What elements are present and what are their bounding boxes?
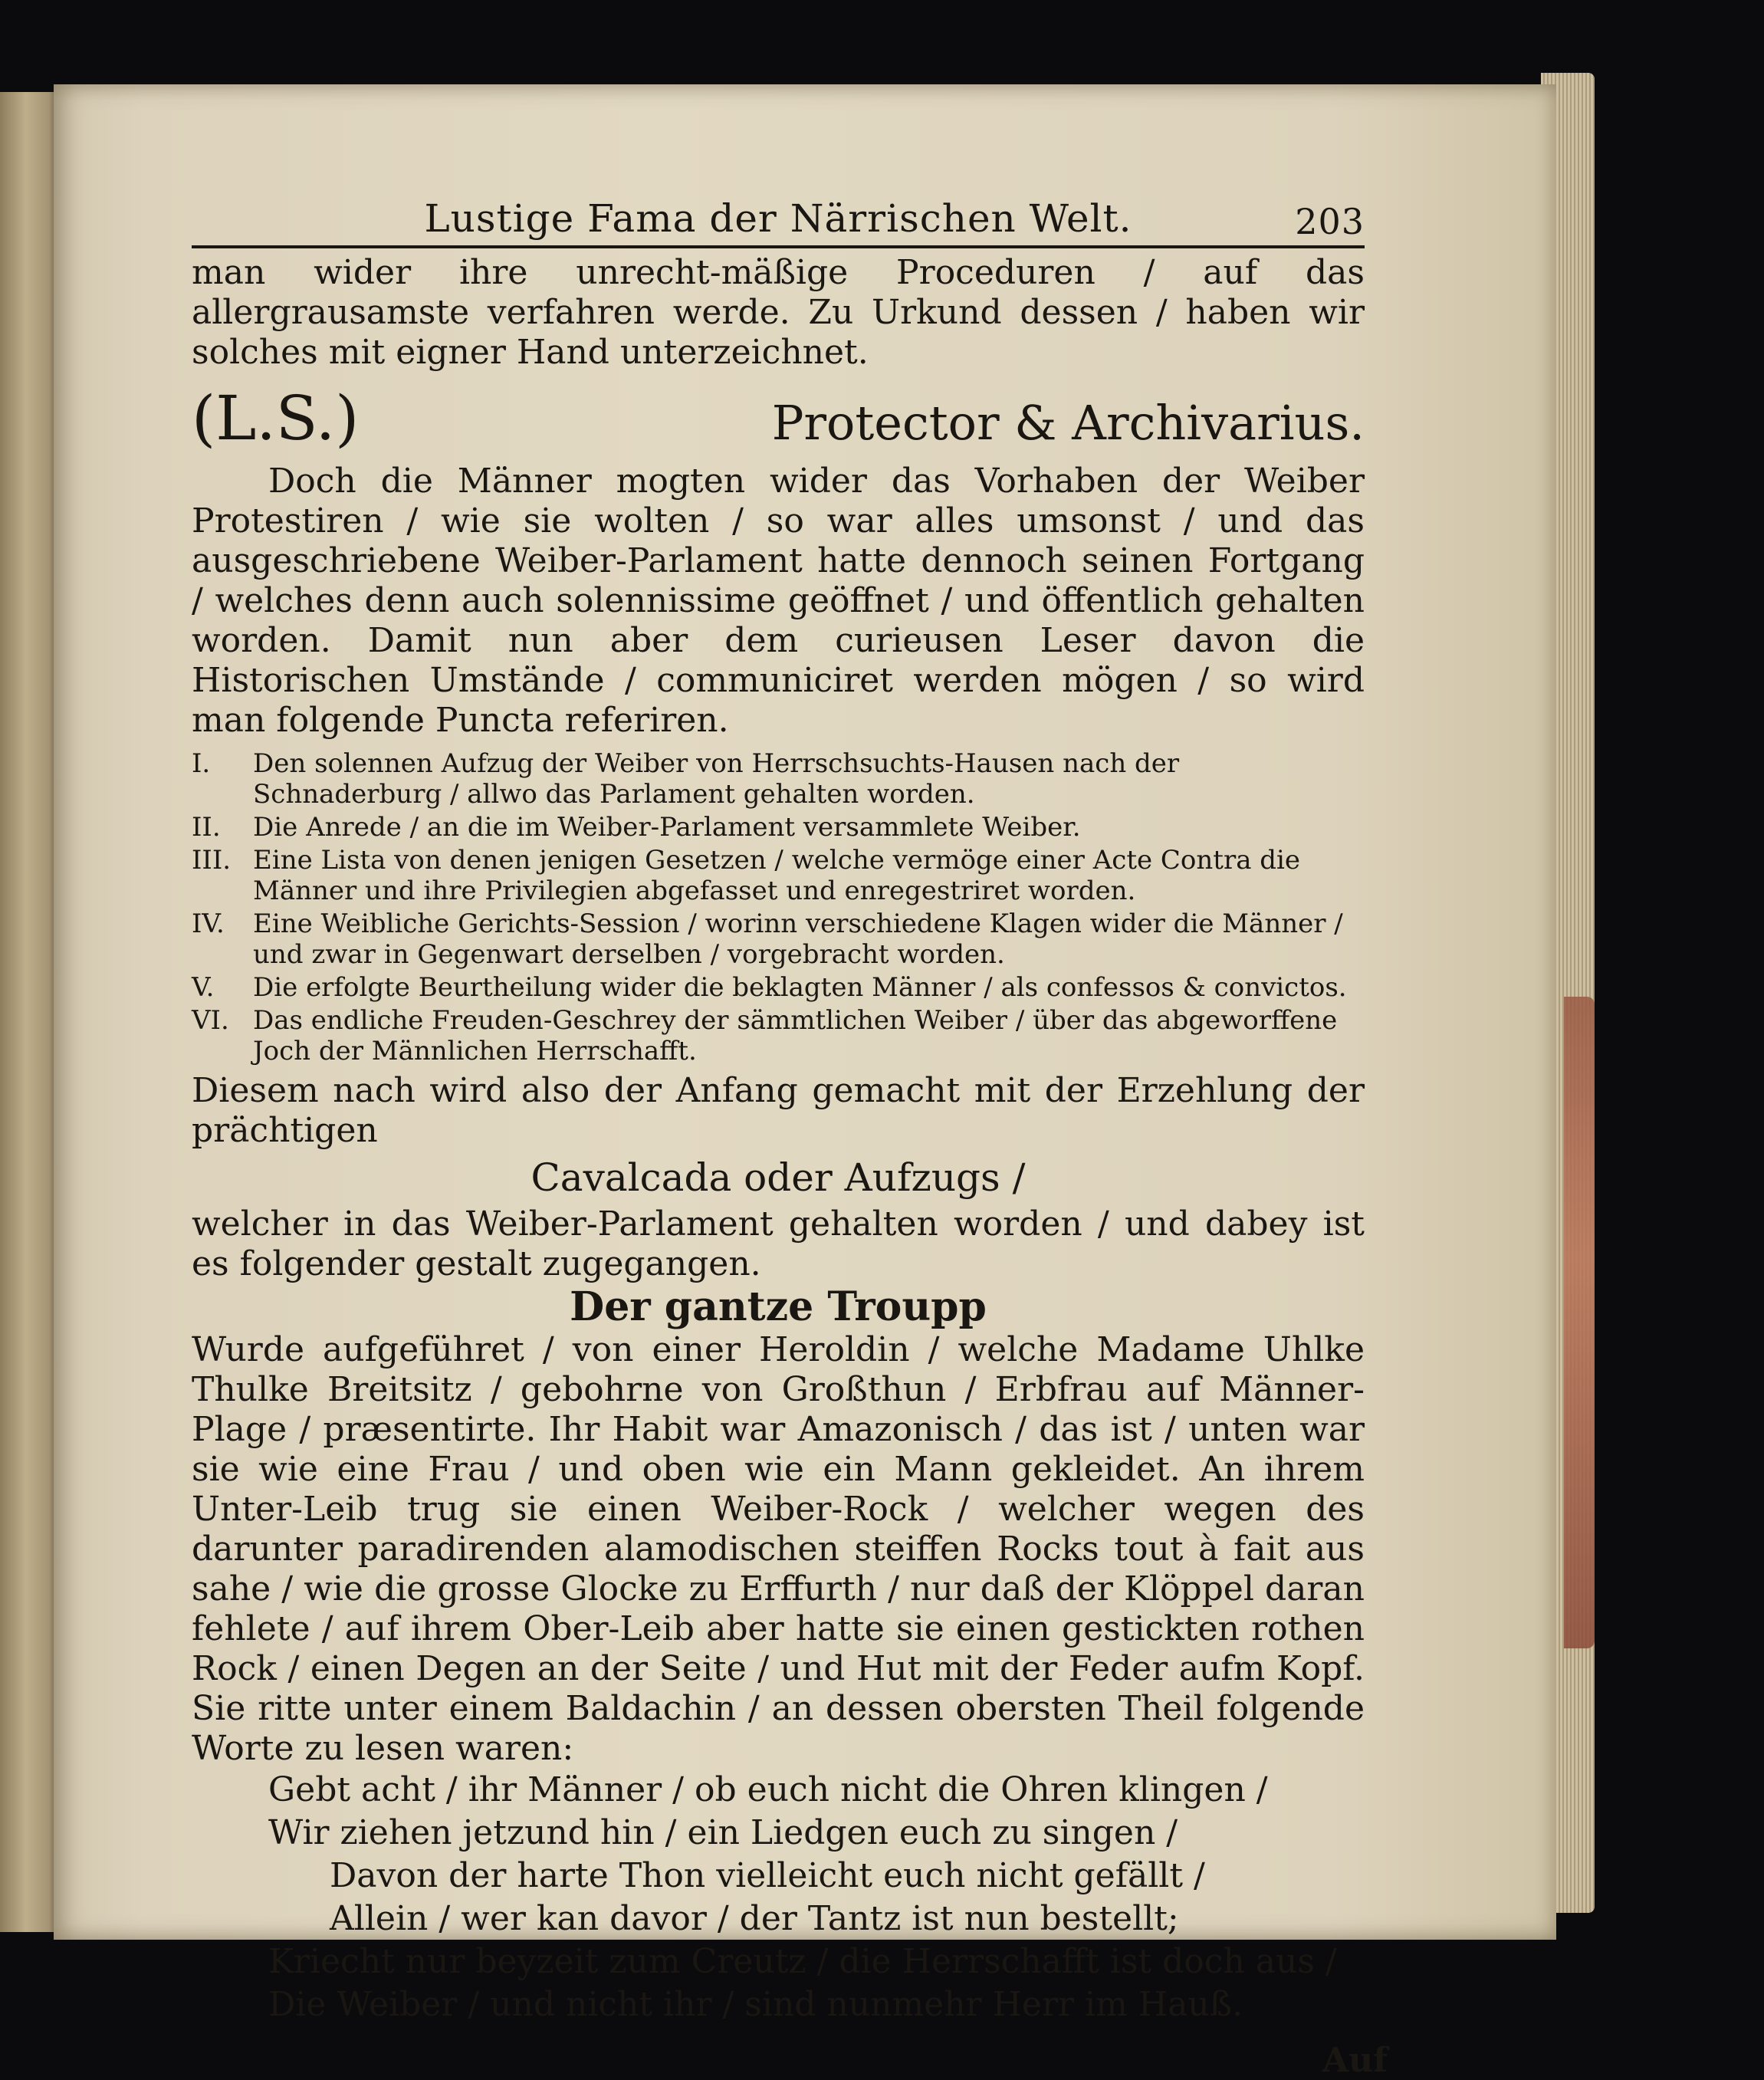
seal-signature-row [192, 377, 1365, 462]
paragraph-3: Diesem nach wird also der Anfang gemacht mit der Erzehlung der prächtigen [192, 1071, 1365, 1150]
troupp-heading: Der gantze Troupp [570, 1283, 987, 1330]
verse-line: Gebt acht / ihr Männer / ob euch nicht die Ohren klingen / [268, 1770, 1268, 1809]
page-text [192, 192, 1388, 2080]
running-title: Lustige Fama der Närrischen Welt. [424, 196, 1132, 241]
seal-mark: (L.S.) [192, 383, 360, 454]
previous-page-edge [0, 92, 57, 1932]
page-number: 203 [1295, 201, 1365, 242]
puncta-list [192, 748, 1365, 1066]
verse-line: Wir ziehen jetzund hin / ein Liedgen euch zu singen / [268, 1813, 1178, 1852]
list-item: VI. Das endliche Freuden-Geschrey der sämmtlichen Weiber / über das abgeworffene Joch der Männlichen Herrschafft. [192, 1005, 1338, 1066]
catchword: Auf [1322, 2041, 1388, 2080]
verse-line: Allein / wer kan davor / der Tantz ist nun bestellt; [330, 1899, 1179, 1938]
verse-line: Kriecht nur beyzeit zum Creutz / die Herrschafft ist doch aus / [268, 1942, 1337, 1981]
list-item: II. Die Anrede / an die im Weiber-Parlament versammlete Weiber. [192, 812, 1081, 843]
paragraph-1: man wider ihre unrecht-mäßige Proceduren / auf das allergrausamste verfahren werde. Zu Urkund dessen / haben wir solches mit eigner Hand unterzeichnet. [192, 253, 1365, 372]
running-header [192, 192, 1365, 248]
paragraph-5: Wurde aufgeführet / von einer Heroldin / welche Madame Uhlke Thulke Breitsitz / gebohrne von Großthun / Erbfrau auf Männer-Plage / præsentirte. Ihr Habit war Amazonisch / das ist / unten war sie wie eine Frau / und oben wie ein Mann gekleidet. An ihrem Unter-Leib trug sie einen Weiber-Rock / welcher wegen des darunter paradirenden alamodischen steiffen Rocks tout à fait aus sahe / wie die grosse Glocke zu Erffurth / nur daß der Klöppel daran fehlete / auf ihrem Ober-Leib aber hatte sie einen gestickten rothen Rock / einen Degen an der Seite / und Hut mit der Feder aufm Kopf. Sie ritte unter einem Baldachin / an dessen obersten Theil folgende Worte zu lesen waren: [192, 1330, 1365, 1768]
cavalcada-heading: Cavalcada oder Aufzugs / [531, 1155, 1026, 1200]
list-item: III. Eine Lista von denen jenigen Gesetzen / welche vermöge einer Acte Contra die Männer und ihre Privilegien abgefasset und enregestriret worden. [192, 845, 1301, 906]
list-item: V. Die erfolgte Beurtheilung wider die beklagten Männer / als confessos & convictos. [192, 972, 1347, 1003]
list-item: I. Den solennen Aufzug der Weiber von Herrschsuchts-Hausen nach der Schnaderburg / allwo das Parlament gehalten worden. [192, 748, 1180, 810]
signature: Protector & Archivarius. [771, 395, 1365, 451]
book-page [54, 84, 1556, 2080]
list-item: IV. Eine Weibliche Gerichts-Session / worinn verschiedene Klagen wider die Männer / und zwar in Gegenwart derselben / vorgebracht worden. [192, 909, 1343, 970]
verse-line: Davon der harte Thon vielleicht euch nicht gefällt / [330, 1856, 1205, 1895]
verse-block [192, 1769, 1365, 2026]
paragraph-4: welcher in das Weiber-Parlament gehalten worden / und dabey ist es folgender gestalt zugegangen. [192, 1204, 1365, 1283]
verse-line: Die Weiber / und nicht ihr / sind nunmehr Herr im Hauß. [268, 1985, 1243, 2024]
binding-edge [1564, 997, 1595, 1648]
paragraph-2: Doch die Männer mogten wider das Vorhaben der Weiber Protestiren / wie sie wolten / so war alles umsonst / und das ausgeschriebene Weiber-Parlament hatte dennoch seinen Fortgang / welches denn auch solennissime geöffnet / und öffentlich gehalten worden. Damit nun aber dem curieusen Leser davon die Historischen Umstände / communiciret werden mögen / so wird man folgende Puncta referiren. [192, 462, 1365, 740]
